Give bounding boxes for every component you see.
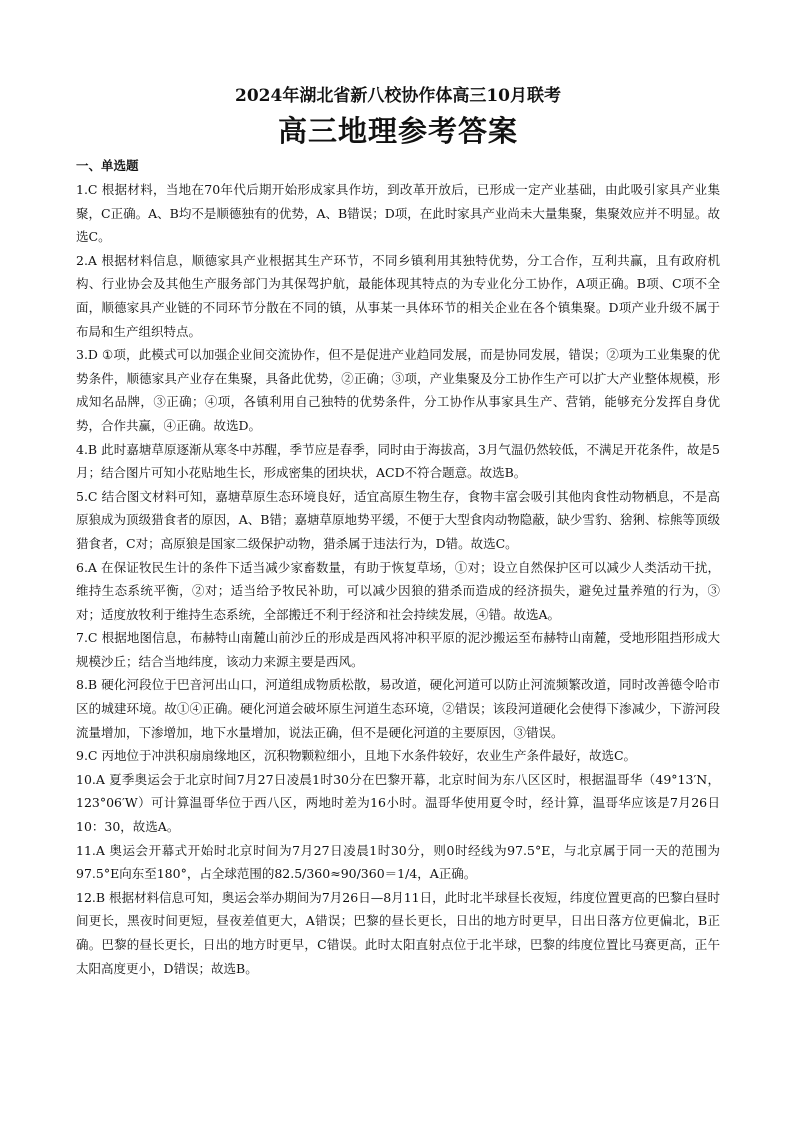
answer-item-3: 3.D ①项，此模式可以加强企业间交流协作，但不是促进产业趋同发展，而是协同发展，错误；②项为工业集聚的优势条件，顺德家具产业存在集聚，具备此优势，②正确；③项，产业集聚及分工协作生产可以扩大产业整体规模，形成知名品牌，③正确；④项，各镇利用自己独特的优势条件，分工协作从事家具生产、营销，能够充分发挥自身优势，合作共赢，④正确。故选D。 <box>76 347 720 433</box>
answer-item-2: 2.A 根据材料信息，顺德家具产业根据其生产环节，不同乡镇利用其独特优势，分工合作，互利共赢，且有政府机构、行业协会及其他生产服务部门为其保驾护航，最能体现其特点的为专业化分工协作，A项正确。B项、C项不全面，顺德家具产业链的不同环节分散在不同的镇，从事某一具体环节的相关企业在各个镇集聚。D项产业升级不属于布局和生产组织特点。 <box>76 252 720 339</box>
exam-title: 2024年湖北省新八校协作体高三10月联考 <box>235 86 561 106</box>
answer-item-7: 7.C 根据地图信息，布赫特山南麓山前沙丘的形成是西风将冲积平原的泥沙搬运至布赫特山南麓，受地形阻挡形成大规模沙丘；结合当地纬度，该动力来源主要是西风。 <box>76 630 720 669</box>
answer-list <box>76 178 720 980</box>
answer-item-9: 9.C 丙地位于冲洪积扇扇缘地区，沉积物颗粒细小，且地下水条件较好，农业生产条件最好，故选C。 <box>76 748 637 764</box>
answer-item-4: 4.B 此时嘉塘草原逐渐从寒冬中苏醒，季节应是春季，同时由于海拔高，3月气温仍然较低，不满足开花条件，故是5月；结合图片可知小花贴地生长，形成密集的团块状，ACD不符合题意。故选B。 <box>76 441 720 481</box>
answer-item-12: 12.B 根据材料信息可知，奥运会举办期间为7月26日—8月11日，此时北半球昼长夜短，纬度位置更高的巴黎白昼时间更长，黑夜时间更短，昼夜差值更大，A错误；巴黎的昼长更长，日出的地方时更早，日出日落方位更偏北，B正确。巴黎的昼长更长，日出的地方时更早，C错误。此时太阳直射点位于北半球，巴黎的纬度位置比马赛更高，正午太阳高度更小，D错误；故选B。 <box>76 889 720 976</box>
answer-item-8: 8.B 硬化河段位于巴音河出山口，河道组成物质松散，易改道，硬化河道可以防止河流频繁改道，同时改善德令哈市区的城建环境。故①④正确。硬化河道会破坏原生河道生态环境，②错误；该段河道硬化会使得下渗减少，下游河段流量增加，下渗增加，地下水量增加，说法正确，但不是硬化河道的主要原因，③错误。 <box>76 677 720 740</box>
section-heading-single-choice: 一、单选题 <box>76 158 139 173</box>
answer-item-10: 10.A 夏季奥运会于北京时间7月27日凌晨1时30分在巴黎开幕，北京时间为东八区区时，根据温哥华（49°13′N，123°06′W）可计算温哥华位于西八区，两地时差为16小时。温哥华使用夏令时，经计算，温哥华应该是7月26日10：30，故选A。 <box>76 771 720 835</box>
answer-item-1: 1.C 根据材料，当地在70年代后期开始形成家具作坊，到改革开放后，已形成一定产业基础，由此吸引家具产业集聚，C正确。A、B均不是顺德独有的优势，A、B错误；D项，在此时家具产业尚未大量集聚，集聚效应并不明显。故选C。 <box>76 182 720 245</box>
answer-item-6: 6.A 在保证牧民生计的条件下适当减少家畜数量，有助于恢复草场，①对；设立自然保护区可以减少人类活动干扰，维持生态系统平衡，②对；适当给予牧民补助，可以减少因狼的猎杀而造成的经济损失，避免过量养殖的行为，③对；适度放牧利于维持生态系统，全部搬迁不利于经济和社会持续发展，④错。故选A。 <box>76 559 720 622</box>
answer-item-5: 5.C 结合图文材料可知，嘉塘草原生态环境良好，适宜高原生物生存，食物丰富会吸引其他肉食性动物栖息，不是高原狼成为顶级猎食者的原因，A、B错；嘉塘草原地势平缓，不便于大型食肉动物隐蔽，缺少雪豹、猞猁、棕熊等顶级猎食者，C对；高原狼是国家二级保护动物，猎杀属于违法行为，D错。故选C。 <box>76 488 720 551</box>
answer-item-11: 11.A 奥运会开幕式开始时北京时间为7月27日凌晨1时30分，则0时经线为97.5°E，与北京属于同一天的范围为97.5°E向东至180°，占全球范围的82.5/360≈90/360＝1/4，A正确。 <box>76 842 720 882</box>
document-title: 高三地理参考答案 <box>277 114 518 148</box>
